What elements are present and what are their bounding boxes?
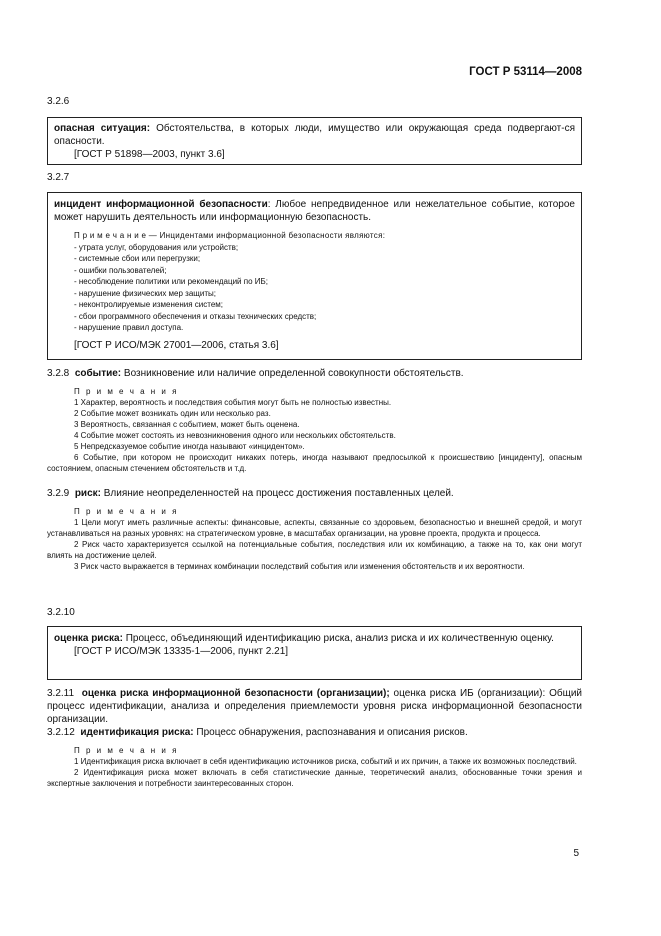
clause-number: 3.2.9 [47, 488, 70, 499]
list-item: - системные сбои или перегрузки; [74, 254, 201, 263]
note-item: 5 Непредсказуемое событие иногда называют «инцидентом». [74, 442, 305, 451]
term: опасная ситуация: [54, 123, 151, 134]
clause-number: 3.2.8 [47, 368, 70, 379]
note-item: 2 Риск часто характеризуется ссылкой на потенциальные события, последствия или их комбинацию, а также на то, как они могут влиять на достижение целей. [47, 540, 582, 560]
definition-3-2-12 [47, 726, 582, 739]
clause-number: 3.2.11 [47, 688, 75, 699]
term: идентификация риска: [80, 727, 194, 738]
term: оценка риска информационной безопасности (организации); [81, 688, 390, 699]
note-item: 6 Событие, при котором не происходит никаких потерь, иногда называют предпосылкой к происшествию [инциденту], опасным состоянием, опасным стечением обстоятельств и т.д. [47, 453, 582, 473]
note-item: 1 Характер, вероятность и последствия события могут быть не полностью известны. [74, 398, 392, 407]
note-item: 4 Событие может состоять из невозникновения одного или нескольких обстоятельств. [74, 431, 396, 440]
list-item: - ошибки пользователей; [74, 265, 167, 275]
term-definition: Процесс, объединяющий идентификацию риска, анализ риска и их количественную оценку. [122, 633, 554, 644]
page-number: 5 [573, 848, 579, 859]
note-item: 2 Идентификация риска может включать в себя статистические данные, теоретический анализ, обоснованные точки зрения и экспертные заключения и потребности заинтересованных сторон. [47, 768, 582, 788]
notes-list [47, 397, 582, 452]
clause-3-2-9 [47, 487, 582, 572]
incident-list [54, 242, 575, 334]
note-item: 1 Цели могут иметь различные аспекты: финансовые, аспекты, связанные со здоровьем, безопасностью и внешней средой, и могут устанавливаться на разных уровнях: на стратегическом уровне, в масштабах организации, на уровне проекта, продукта и процесса. [47, 518, 582, 538]
list-item: - нарушение физических мер защиты; [74, 288, 216, 298]
source-reference: [ГОСТ Р ИСО/МЭК 13335-1—2006, пункт 2.21] [74, 646, 289, 657]
note-item: 3 Риск часто выражается в терминах комбинации последствий события или изменения обстоятельств и их вероятности. [74, 562, 525, 571]
note-intro: П р и м е ч а н и е — Инцидентами информационной безопасности являются: [74, 231, 386, 240]
definition-box-3-2-7 [47, 192, 582, 360]
clause-number: 3.2.12 [47, 727, 75, 738]
note-item: 2 Событие может возникать один или несколько раз. [74, 409, 271, 418]
definition-3-2-7 [54, 198, 575, 224]
source-reference: [ГОСТ Р 51898—2003, пункт 3.6] [74, 149, 225, 160]
document-code: ГОСТ Р 53114—2008 [469, 66, 582, 78]
term-definition: оценка риска ИБ (организации): Общий процесс идентификации, анализа и определения приемлемости уровня риска информационной безопасности организации. [47, 688, 582, 725]
definition-3-2-6 [54, 122, 575, 148]
note-item: 1 Идентификация риска включает в себя идентификацию источников риска, событий и их причин, а также их возможных последствий. [74, 757, 577, 766]
term-definition: Обстоятельства, в которых люди, имущество или окружающая среда подвергают-ся опасности. [54, 123, 575, 147]
definition-box-3-2-10 [47, 626, 582, 680]
term: оценка риска: [54, 633, 123, 644]
clause-number-3-2-10: 3.2.10 [47, 607, 75, 618]
list-item: - неконтролируемые изменения систем; [74, 300, 223, 309]
term: событие: [74, 368, 122, 379]
clause-number-3-2-6: 3.2.6 [47, 96, 70, 107]
notes-heading: П р и м е ч а н и я [74, 387, 179, 396]
source-reference: [ГОСТ Р ИСО/МЭК 27001—2006, статья 3.6] [74, 339, 279, 351]
list-item: - несоблюдение политики или рекомендаций по ИБ; [74, 277, 268, 286]
notes-heading: П р и м е ч а н и я [74, 507, 179, 516]
term-definition: : Любое непредвиденное или нежелательное событие, которое может нарушить деятельность или информационную безопасность. [54, 199, 575, 223]
notes-heading: П р и м е ч а н и я [74, 746, 179, 755]
definition-box-3-2-6 [47, 117, 582, 165]
list-item: - утрата услуг, оборудования или устройств; [74, 242, 239, 252]
definition-3-2-9 [47, 487, 582, 500]
clause-3-2-11 [47, 687, 582, 726]
definition-3-2-8 [47, 367, 582, 380]
clause-number-3-2-7: 3.2.7 [47, 172, 70, 183]
definition-3-2-11 [47, 687, 582, 726]
term-definition: Влияние неопределенностей на процесс достижения поставленных целей. [100, 488, 454, 499]
list-item: - нарушение правил доступа. [74, 323, 184, 332]
term: инцидент информационной безопасности [54, 199, 268, 210]
clause-3-2-8 [47, 367, 582, 474]
term: риск: [74, 488, 101, 499]
definition-3-2-10 [54, 632, 575, 645]
term-definition: Возникновение или наличие определенной совокупности обстоятельств. [121, 368, 464, 379]
term-definition: Процесс обнаружения, распознавания и описания рисков. [193, 727, 468, 738]
clause-3-2-12 [47, 726, 582, 789]
list-item: - сбои программного обеспечения и отказы технических средств; [74, 311, 317, 321]
note-item: 3 Вероятность, связанная с событием, может быть оценена. [74, 420, 300, 429]
